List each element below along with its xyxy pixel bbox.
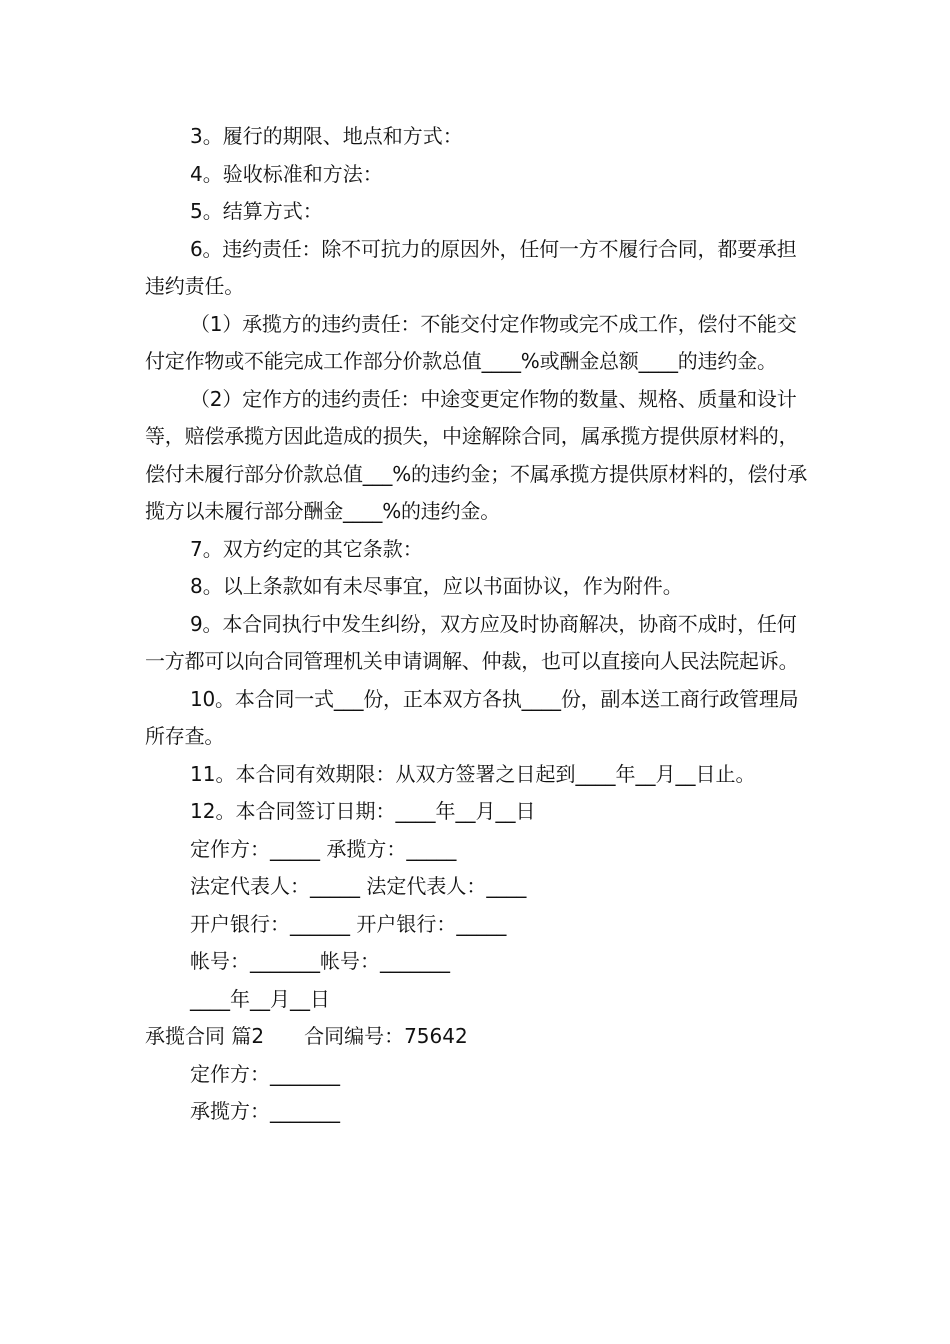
signature-line: 帐号：_______帐号：_______ xyxy=(190,949,450,973)
clause-4: 4。验收标准和方法： xyxy=(190,161,383,186)
clause-7: 7。双方约定的其它条款： xyxy=(190,536,423,561)
section-2-line: 承揽方：_______ xyxy=(190,1099,340,1123)
section-2-header: 承揽合同 篇2 合同编号：75642 xyxy=(145,1024,468,1048)
clause-12: 12。本合同签订日期：____年__月__日 xyxy=(190,799,536,823)
contract-text xyxy=(145,118,813,1131)
signature-date: ____年__月__日 xyxy=(190,986,330,1011)
signature-line: 法定代表人：_____ 法定代表人：____ xyxy=(190,874,527,898)
clause-6: 6。违约责任：除不可抗力的原因外，任何一方不履行合同，都要承担违约责任。 xyxy=(145,236,797,298)
clause-6-1: （1）承揽方的违约责任：不能交付定作物或完不成工作，偿付不能交付定作物或不能完成工作部分价款总值____%或酬金总额____的违约金。 xyxy=(145,311,797,373)
clause-3: 3。履行的期限、地点和方式： xyxy=(190,124,463,148)
clause-6-2: （2）定作方的违约责任：中途变更定作物的数量、规格、质量和设计等，赔偿承揽方因此造成的损失，中途解除合同，属承揽方提供原材料的，偿付未履行部分价款总值___%的违约金；不属承揽方提供原材料的，偿付承揽方以未履行部分酬金____%的违约金。 xyxy=(145,386,808,523)
clause-11: 11。本合同有效期限：从双方签署之日起到____年__月__日止。 xyxy=(190,761,756,786)
section-2-line: 定作方：_______ xyxy=(190,1061,340,1086)
clause-8: 8。以上条款如有未尽事宜，应以书面协议，作为附件。 xyxy=(190,574,683,598)
clause-10: 10。本合同一式___份，正本双方各执____份，副本送工商行政管理局所存查。 xyxy=(145,686,799,748)
signature-line: 定作方：_____ 承揽方：_____ xyxy=(190,836,457,861)
clause-5: 5。结算方式： xyxy=(190,199,323,223)
clause-9: 9。本合同执行中发生纠纷，双方应及时协商解决，协商不成时，任何一方都可以向合同管理机关申请调解、仲裁，也可以直接向人民法院起诉。 xyxy=(145,611,799,673)
signature-line: 开户银行：______ 开户银行：_____ xyxy=(190,911,507,936)
